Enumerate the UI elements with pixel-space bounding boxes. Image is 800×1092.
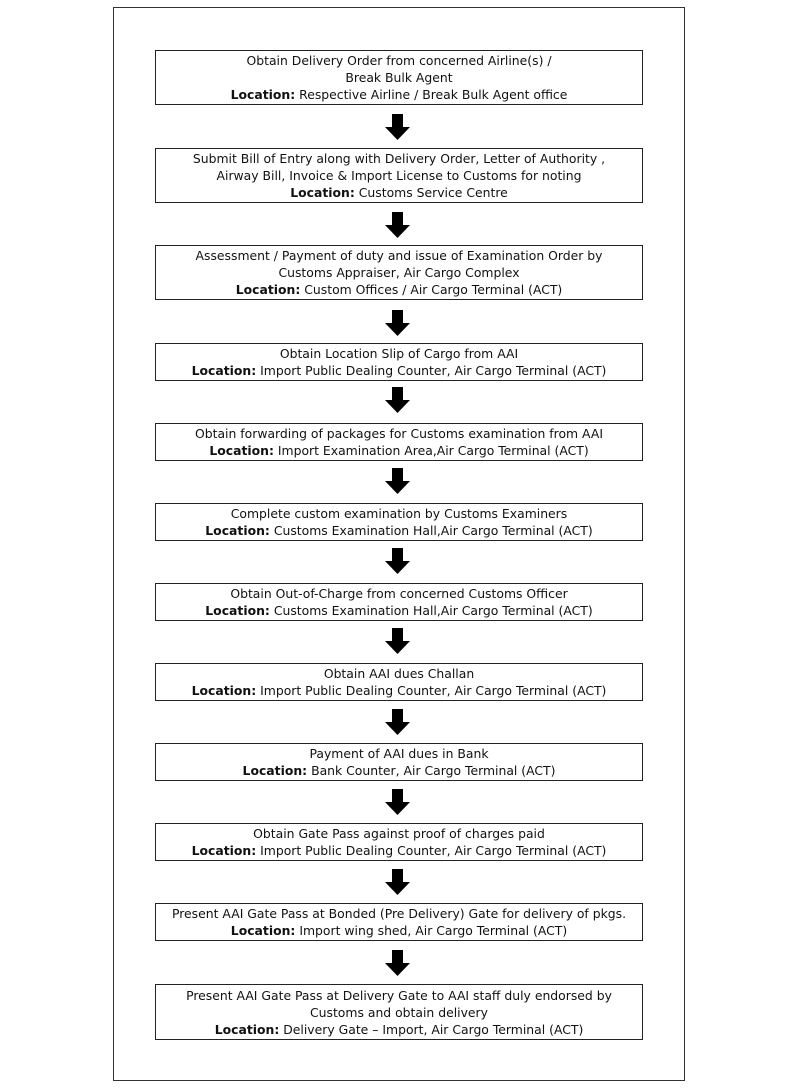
step-text: Submit Bill of Entry along with Delivery Order, Letter of Authority , (192, 151, 606, 166)
step-location (160, 362, 638, 379)
step-box-1 (155, 50, 643, 105)
location-label: Location: (230, 87, 296, 102)
arrow-down-icon (385, 387, 411, 414)
arrow-down-icon (385, 310, 411, 337)
step-location (160, 442, 638, 459)
location-value: Custom Offices / Air Cargo Terminal (ACT) (304, 282, 563, 297)
step-text: Obtain forwarding of packages for Customs examination from AAI (194, 426, 604, 441)
step-location (160, 762, 638, 779)
step-text: Present AAI Gate Pass at Delivery Gate to AAI staff duly endorsed by (186, 987, 612, 1003)
location-value: Customs Service Centre (358, 185, 508, 200)
step-location (160, 842, 638, 859)
step-text: Airway Bill, Invoice & Import License to Customs for noting (216, 168, 582, 183)
arrow-down-icon (385, 114, 411, 141)
step-box-2 (155, 148, 643, 203)
step-text: Assessment / Payment of duty and issue of Examination Order by (195, 248, 603, 263)
location-label: Location: (205, 523, 270, 538)
step-text: Present AAI Gate Pass at Bonded (Pre Delivery) Gate for delivery of pkgs. (171, 906, 627, 921)
step-location (160, 184, 638, 201)
location-label: Location: (235, 282, 301, 297)
step-location (160, 922, 638, 939)
arrow-down-icon (385, 468, 411, 495)
step-text: Complete custom examination by Customs Examiners (230, 506, 568, 521)
location-value: Bank Counter, Air Cargo Terminal (ACT) (311, 763, 556, 778)
step-text: Obtain Gate Pass against proof of charges paid (253, 826, 545, 841)
step-text: Break Bulk Agent (345, 70, 453, 85)
step-box-4 (155, 343, 643, 381)
location-value: Import Public Dealing Counter, Air Cargo Terminal (ACT) (260, 683, 607, 698)
arrow-down-icon (385, 212, 411, 239)
arrow-down-icon (385, 869, 411, 896)
location-label: Location: (205, 603, 270, 618)
arrow-down-icon (385, 950, 411, 977)
step-location (160, 1021, 638, 1038)
step-box-7 (155, 583, 643, 621)
location-label: Location: (290, 185, 355, 200)
step-location (160, 682, 638, 699)
step-box-8 (155, 663, 643, 701)
step-box-10 (155, 823, 643, 861)
location-label: Location: (242, 763, 308, 778)
step-text: Customs and obtain delivery (309, 1004, 488, 1020)
step-text: Customs Appraiser, Air Cargo Complex (278, 265, 520, 280)
location-label: Location: (191, 683, 257, 698)
step-text: Obtain AAI dues Challan (323, 666, 475, 681)
arrow-down-icon (385, 709, 411, 736)
arrow-down-icon (385, 628, 411, 655)
step-box-5 (155, 423, 643, 461)
location-value: Respective Airline / Break Bulk Agent office (299, 87, 568, 102)
location-value: Import wing shed, Air Cargo Terminal (ACT) (299, 923, 568, 938)
step-box-12 (155, 984, 643, 1040)
step-location (160, 522, 638, 539)
step-text: Payment of AAI dues in Bank (309, 746, 489, 761)
location-label: Location: (191, 363, 257, 378)
step-text: Obtain Out-of-Charge from concerned Customs Officer (230, 586, 568, 601)
location-value: Import Public Dealing Counter, Air Cargo Terminal (ACT) (260, 363, 607, 378)
step-text: Obtain Location Slip of Cargo from AAI (279, 346, 519, 361)
arrow-down-icon (385, 789, 411, 816)
location-label: Location: (191, 843, 257, 858)
location-value: Delivery Gate – Import, Air Cargo Terminal (ACT) (283, 1021, 584, 1037)
location-value: Customs Examination Hall,Air Cargo Terminal (ACT) (273, 523, 593, 538)
step-location (160, 281, 638, 298)
arrow-down-icon (385, 548, 411, 575)
step-box-9 (155, 743, 643, 781)
location-value: Import Public Dealing Counter, Air Cargo Terminal (ACT) (260, 843, 607, 858)
location-label: Location: (209, 443, 274, 458)
step-text: Obtain Delivery Order from concerned Airline(s) / (246, 53, 552, 68)
step-box-11 (155, 903, 643, 941)
location-value: Customs Examination Hall,Air Cargo Terminal (ACT) (273, 603, 593, 618)
location-label: Location: (214, 1021, 280, 1037)
step-box-6 (155, 503, 643, 541)
location-value: Import Examination Area,Air Cargo Terminal (ACT) (277, 443, 589, 458)
step-location (160, 86, 638, 103)
location-label: Location: (230, 923, 296, 938)
step-location (160, 602, 638, 619)
step-box-3 (155, 245, 643, 300)
